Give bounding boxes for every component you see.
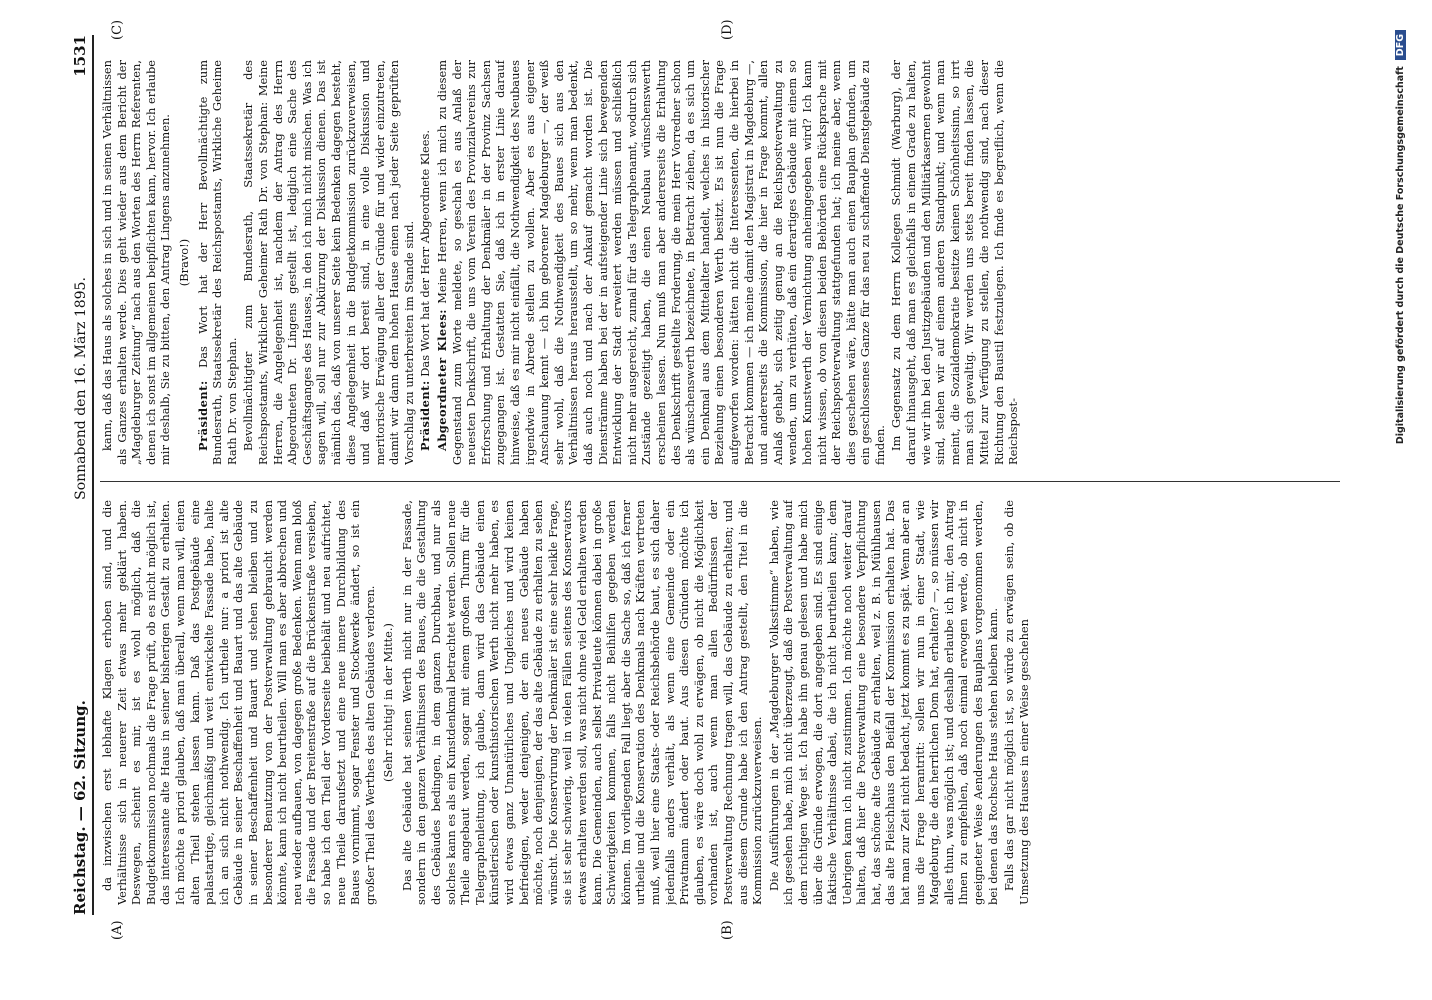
speaker-name: Präsident: xyxy=(418,380,433,451)
paragraph-text: da inzwischen erst lebhafte Klagen erhoben sind, und die Verhältnisse sich in neuerer Zeit etwas mehr geklärt haben. Deswegen, scheint es mir, ist es wohl möglich, daß die Budgetkommission nochmals die Frage prüft, ob es nicht möglich ist, das interessante alte Haus in seiner bisherigen Gestalt zu erhalten. Ich möchte a priori glauben, daß man überall, wenn man will, einen alten Theil stehen lassen kann. Daß das Postgebäude eine palastartige, gleichmäßig und weit entwickelte Fassade habe, halte ich an sich nicht nothwendig. Ich urtheile nur: a priori ist alte Gebäude in seiner Beschaffenheit und Bauart und das alte Gebäude in seiner Beschaffenheit und Bauart und stehen bleiben und zu besonderer Benutzung von der Postverwaltung gebraucht werden könnte, kann ich nicht beurtheilen. Will man es aber abbrechen und neu wieder aufbauen, von dagegen große Bedenken. Wenn man bloß die Fassade und der Breitenstraße auf die Brückenstraße versieben, so habe ich den Theil der Vorderseite beibehält und neu aufrichtet, neue Theile daraufsetzt und eine neue innere Durchbildung des Baues vornimmt, sogar Fenster und Stockwerke ändert, so ist ein großer Theil des Werthes des alten Gebäudes verloren. xyxy=(100,500,377,905)
header-date: Sonnabend den 16. März 1895. xyxy=(73,277,89,500)
paragraph-text: (Bravo!) xyxy=(176,238,191,287)
margin-mark-b: (B) xyxy=(720,920,735,940)
paragraph-text: Das alte Gebäude hat seinen Werth nicht nur in der Fassade, sondern in den ganzen Verhältnissen des Baues, die die Gestaltung des Gebäudes bedingen, in dem ganzen Durchbau, und nur als solches kann es als ein Kunstdenkmal betrachtet werden. Sollen neue Theile angebaut werden, sogar mit einem großen Thurm für die Telegraphenleitung, ich glaube, dann wird das Gebäude einen künstlerischen oder kunsthistorischen Werth nicht mehr haben, es wird etwas ganz Unnatürliches und Ungleiches und wird keinen befriedigen, weder denjenigen, der ein neues Gebäude haben möchte, noch denjenigen, der das alte Gebäude zu erhalten zu sehen wünscht. Die Konservirung der Denkmäler ist eine sehr heikle Frage, sie ist sehr schwierig, weil in vielen Fällen seitens des Konservators etwas erhalten werden soll, was nicht ohne viel Geld erhalten werden kann. Die Gemeinden, auch selbst Privatleute können dabei in große Schwierigkeiten kommen, falls nicht Beihilfen gegeben werden können. Im vorliegenden Fall liegt aber die Sache so, daß ich ferner urtheile und die Konservation des Denkmals nach Kräften vertreten muß, weil hier eine Staats- oder Reichsbehörde baut, es sich daher jedenfalls anders verhält, als wenn eine Gemeinde oder ein Privatmann ändert oder baut. Aus diesen Gründen möchte ich glauben, es wäre doch wohl zu erwägen, ob nicht die Möglichkeit vorhanden ist, auch wenn man allen Bedürfnissen der Postverwaltung Rechnung tragen will, das Gebäude zu erhalten; und aus diesem Grunde habe ich den Antrag gestellt, den Titel in die Kommission zurückzuverweisen. xyxy=(399,500,765,905)
paragraph-text: Meine Herren, wenn ich mich zu diesem Gegenstand zum Worte meldete, so geschah es aus Anlaß der neuesten Denkschrift, die uns vom Verein des Provinzialvereins zur Erforschung und Erhaltung der Denkmäler in der Provinz Sachsen zugegangen ist. Gestatten Sie, daß ich in erster Linie darauf hinweise, daß es mir nicht einfällt, die Nothwendigkeit des Neubaues irgendwie in Abrede stellen zu wollen. Aber es aus eigener Anschauung kennt — ich bin geborener Magdeburger —, der weiß sehr wohl, daß die Nothwendigkeit des Baues sich aus den Verhältnissen heraus herausstellt, um so mehr, wenn man bedenkt, daß auch noch und nach der Ankauf gemacht worden ist. Die Dienstränme haben bei der in aufsteigender Linie sich bewegenden Entwicklung der Stadt erweitert werden müssen und schließlich nicht mehr ausgereicht, zumal für das Telegraphenamt, wodurch sich Zustände gezeitigt haben, die einen Neubau wünschenswerth erscheinen lassen. Nun muß man aber andererseits die Erhaltung des Denkschrift gestellte Forderung, die mein Herr Vorredner schon als wünschenswerth bezeichnete, in Betracht ziehen, da es sich um ein Denkmal aus dem Mittelalter handelt, welches in historischer Beziehung einen besonderen Werth besitzt. Es ist nun die Frage aufgeworfen worden: hätten nicht die Interessenten, die hierbei in Betracht kommen — ich meine damit den Magistrat in Magdeburg —, und andererseits die Kommission, die hier in Frage kommt, allen Anlaß gehabt, sich zeitig genug an die Reichspostverwaltung zu wenden, um zu verhüten, daß ein derartiges Gebäude mit einem so hohen Kunstwerth der Vernichtung anheimgegeben wird? Ich kann nicht wissen, ob von diesen beiden Behörden eine Rücksprache mit der Reichspostverwaltung stattgefunden hat; ich meine aber, wenn dies geschehen wäre, hätte man auch einen Bauplan gefunden, um ein geschlossenes Ganze für das neu zu schaffende Dienstgebäude zu finden. xyxy=(435,60,887,465)
interjection xyxy=(381,500,396,905)
paragraph xyxy=(418,60,433,465)
paragraph xyxy=(100,500,377,905)
paragraph-text: (Sehr richtig! in der Mitte.) xyxy=(381,623,396,782)
paragraph-text: Im Gegensatz zu dem Herrn Kollegen Schmidt (Warburg), der darauf hinausgeht, daß man es gleichfalls in einem Grade zu halten, wie wir ihn bei den Justizgebäuden und den Militärkasernen gewohnt sind, stehen wir auf einem anderen Standpunkt; und wenn man meint, die Sozialdemokratie besitze keinen Schönheitssinn, so irrt man sich gewaltig. Wir werden uns stets bereit finden lassen, die Mittel zur Verfügung zu stellen, die nothwendig sind, nach dieser Richtung den Baustil festzulegen. Ich finde es begreiflich, wenn die Reichspost- xyxy=(889,60,1021,465)
speaker-name: Präsident: xyxy=(195,380,210,451)
footer-text: Digitalisierung gefördert durch die Deutsche Forschungsgemeinschaft xyxy=(1395,66,1406,445)
column-divider xyxy=(100,481,1340,482)
speaker-name: Abgeordneter Klees: xyxy=(435,308,450,451)
page-header xyxy=(55,35,94,915)
dfg-logo-badge: DFG xyxy=(1395,30,1406,60)
paragraph xyxy=(196,60,240,465)
paragraph xyxy=(400,500,765,905)
paragraph xyxy=(1002,500,1031,905)
margin-mark-a: (A) xyxy=(110,920,125,940)
paragraph-text: Bevollmächtigter zum Bundesrath, Staatssekretär des Reichspostamts, Wirklicher Geheimer Rath Dr. von Stephan: Meine Herren, die Angelegenheit ist, nachdem der Antrag des Herrn Abgeordneten Dr. Lingens gestellt ist, lediglich eine Sache des Geschäftsganges des Hauses, in den ich mich nicht mischen. Was ich sagen will, soll nur zur Abkürzung der Diskussion dienen. Das ist nämlich das, daß von unserer Seite kein Bedenken dagegen besteht, diese Angelegenheit in die Budgetkommission zurückzuverweisen, und daß wir dort bereit sind, in eine volle Diskussion und meritorische Erwägung aller der Gründe für und wider einzutreten, damit wir dann dem hohen Hause einen nach jeder Seite geprüften Vorschlag zu unterbreiten im Stande sind. xyxy=(241,60,416,465)
interjection xyxy=(177,60,192,465)
margin-mark-d: (D) xyxy=(720,19,735,40)
page-number: 1531 xyxy=(71,35,89,77)
paragraph xyxy=(767,500,1001,905)
digitization-footer xyxy=(1395,30,1415,910)
header-left: Reichstag. — 62. Sitzung. xyxy=(71,700,89,915)
right-text-column xyxy=(100,60,1340,465)
paragraph-text: Falls das gar nicht möglich ist, so würde zu erwägen sein, ob die Umsetzung des Hauses in einer Weise geschehen xyxy=(1002,500,1031,905)
paragraph xyxy=(889,60,1020,465)
paragraph xyxy=(100,60,173,465)
left-text-column xyxy=(100,500,1340,905)
paragraph-text: kann, daß das Haus als solches in sich und in seinen Verhältnissen als Ganzes erhalten werde. Dies geht wieder aus dem Bericht der „Magdeburger Zeitung“ nach aus den Worten des Herrn Referenten, denen ich sonst im allgemeinen beipflichten kann, hervor. Ich erlaube mir deshalb, Sie zu bitten, den Antrag Lingens anzunehmen. xyxy=(100,60,173,465)
paragraph-text: Das Wort hat der Herr Abgeordnete Klees. xyxy=(418,130,433,377)
paragraph xyxy=(435,60,887,465)
paragraph xyxy=(241,60,416,465)
paragraph-text: Das Wort hat der Herr Bevollmächtigte zum Bundesrath, Staatssekretär des Reichspostamts, Wirkliche Geheime Rath Dr. von Stephan. xyxy=(195,60,239,465)
margin-mark-c: (C) xyxy=(110,19,125,40)
paragraph-text: Die Ausführungen in der „Magdeburger Volksstimme“ haben, wie ich gesehen habe, mich nicht überzeugt, daß die Postverwaltung auf dem richtigen Wege ist. Ich habe ihn genau gelesen und habe mich über die Gründe erwogen, die dort angegeben sind. Es sind einige faktische Verhältnisse dabei, die ich nicht beurtheilen kann; dem Uebrigen kann ich nicht zustimmen. Ich möchte noch weiter darauf halten, daß hier die Postverwaltung eine besondere Verpflichtung hat, das schöne alte Gebäude zu erhalten, weil z. B. in Mühlhausen das alte Fleischhaus den Beifall der Kommission erhalten hat. Das hat man zur Zeit nicht bedacht, jetzt kommt es zu spät. Wenn aber an uns die Frage herantritt: sollen wir nun in einer Stadt, wie Magdeburg, die den herrlichen Dom hat, erhalten? —, so müssen wir alles thun, was möglich ist; und deshalb erlaube ich mir, den Antrag Ihnen zu empfehlen, daß noch einmal erwogen werde, ob nicht in geeigneter Weise Aenderungen des Bauplans vorgenommen werden, bei denen das Rochsche Haus stehen bleiben kann. xyxy=(766,500,1000,905)
